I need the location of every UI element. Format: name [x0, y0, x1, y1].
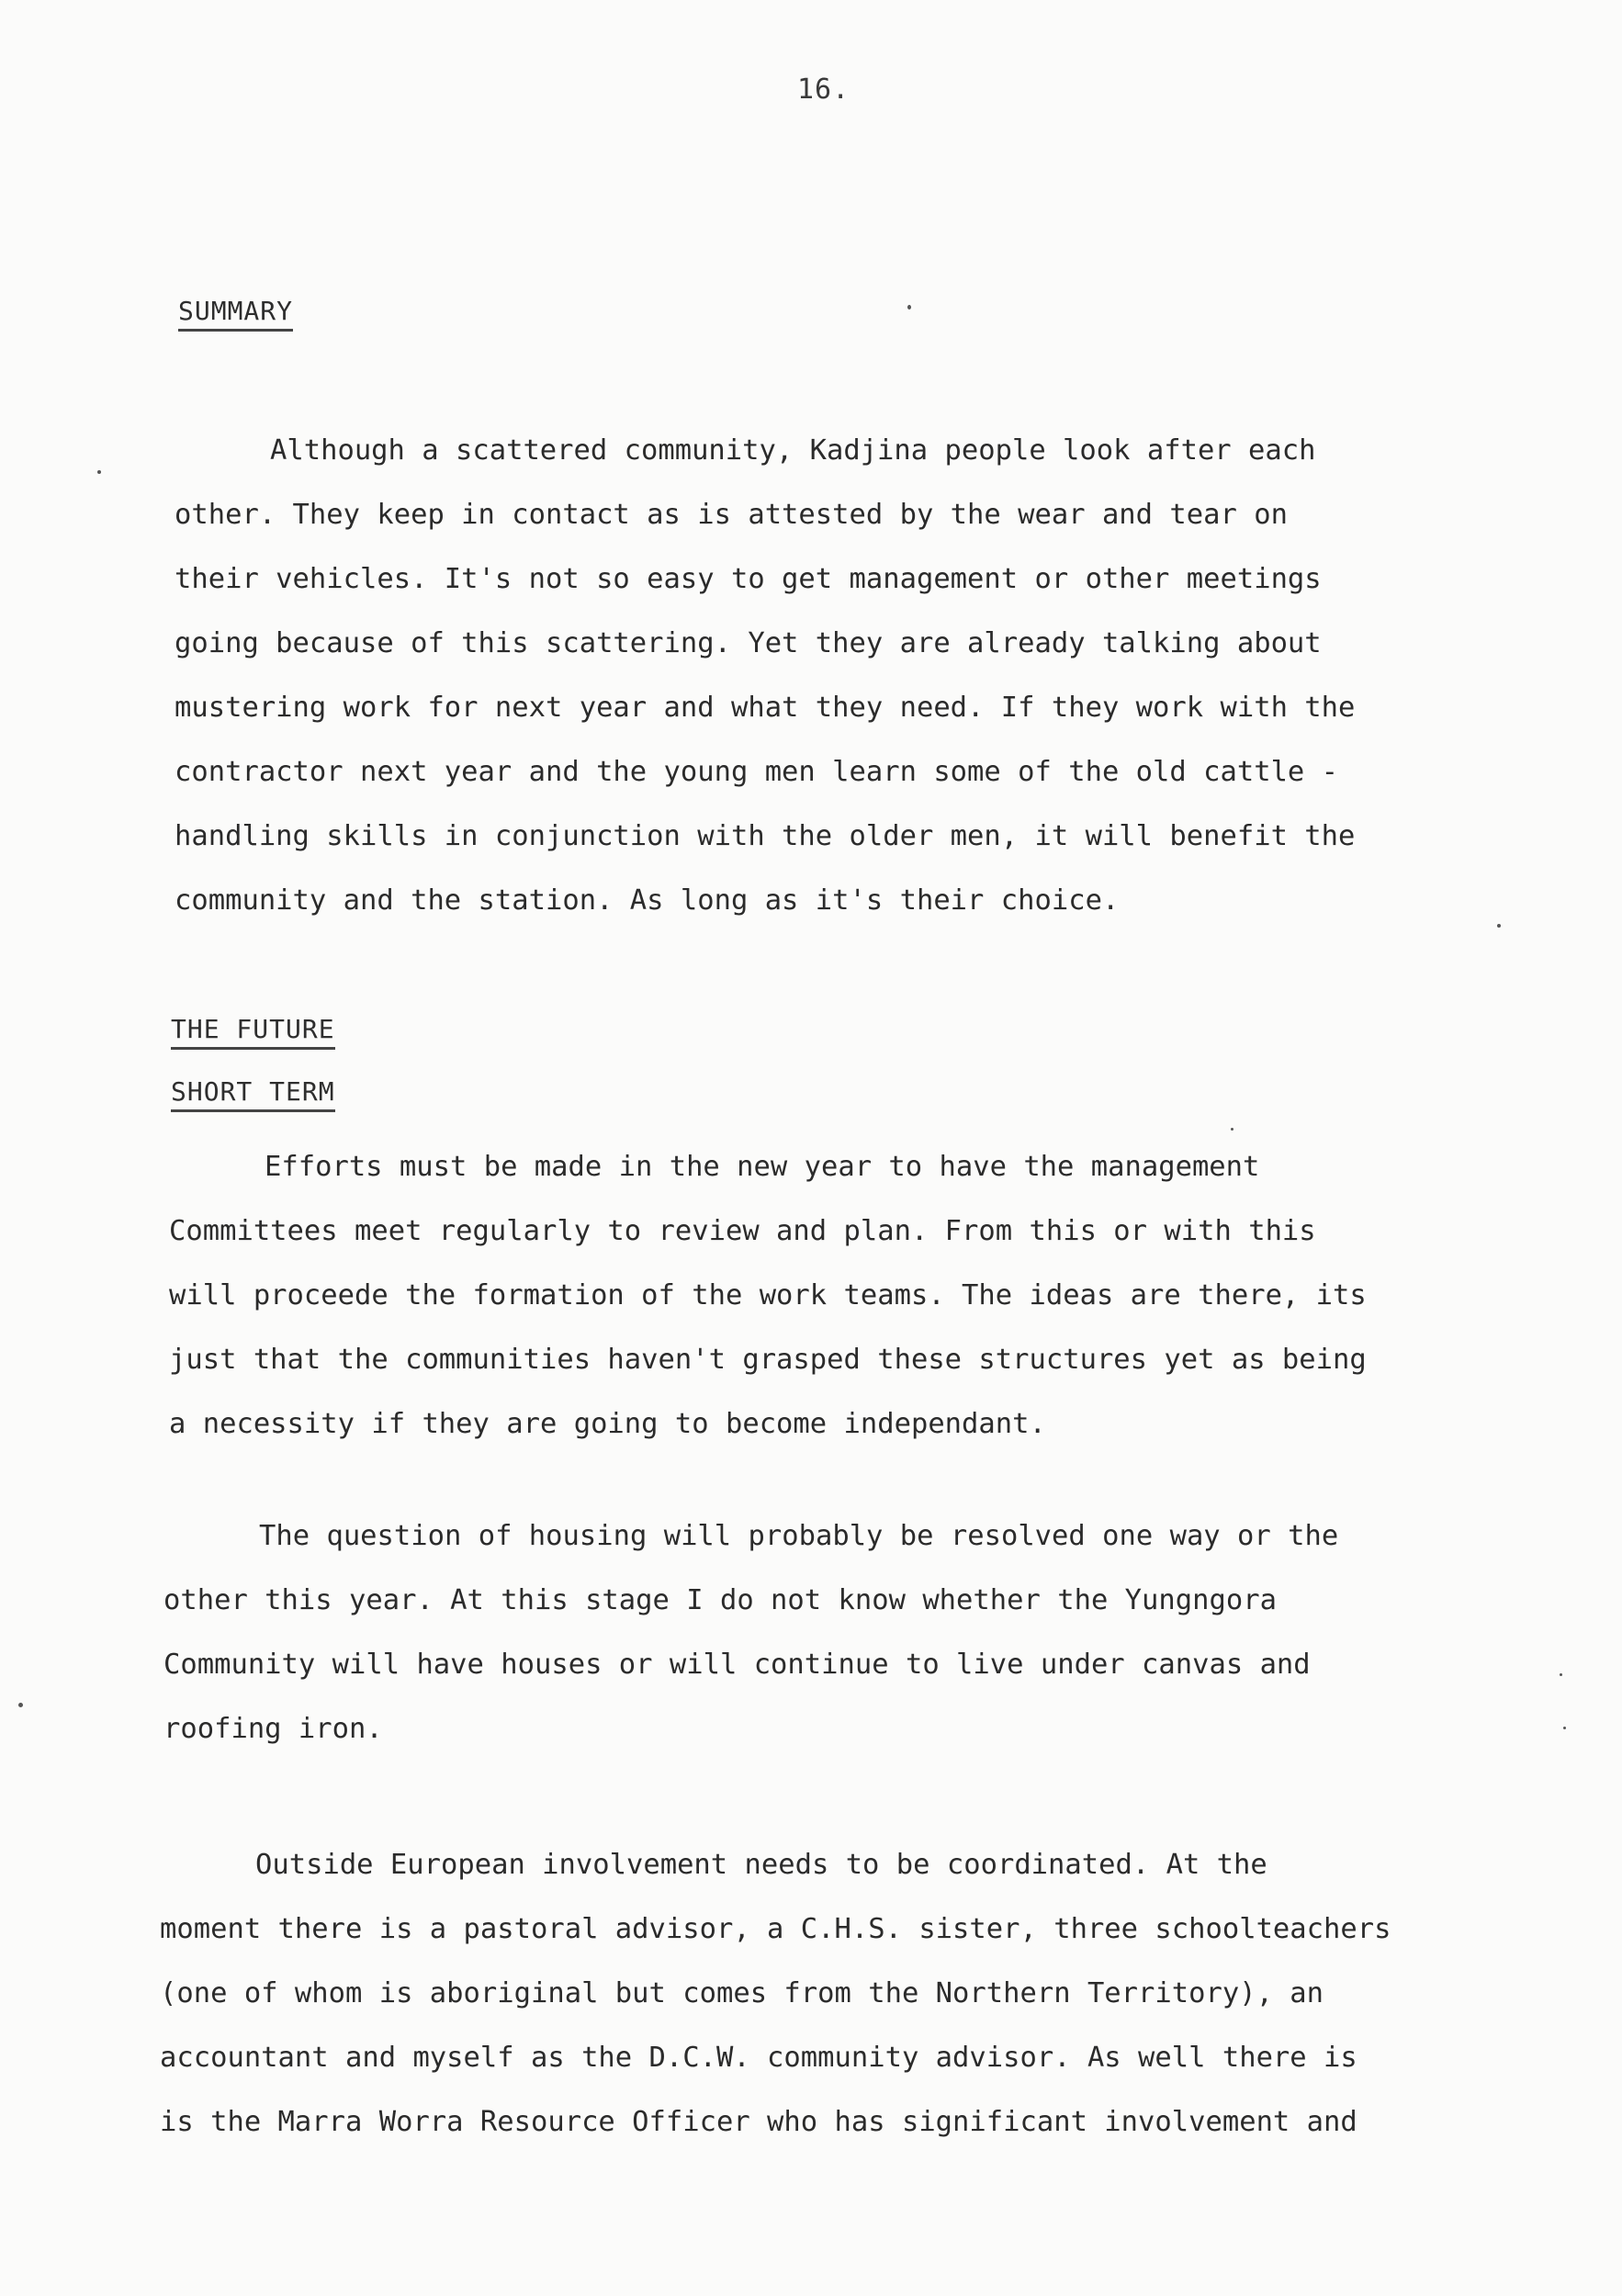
- summary-line: handling skills in conjunction with the older men, it will benefit the: [175, 820, 1356, 852]
- short-term-paragraph-1: [169, 1135, 1565, 1457]
- short-term-line: Committees meet regularly to review and plan. From this or with this: [169, 1215, 1316, 1247]
- involvement-line: accountant and myself as the D.C.W. community advisor. As well there is: [160, 2042, 1357, 2074]
- short-term-line: a necessity if they are going to become independant.: [169, 1408, 1046, 1440]
- involvement-line: is the Marra Worra Resource Officer who has significant involvement and: [160, 2106, 1357, 2138]
- summary-line: mustering work for next year and what they need. If they work with the: [175, 692, 1356, 724]
- summary-line: going because of this scattering. Yet they are already talking about: [175, 627, 1322, 659]
- housing-line: roofing iron.: [163, 1713, 383, 1745]
- page-number: 16.: [797, 73, 850, 106]
- housing-line: The question of housing will probably be resolved one way or the: [259, 1520, 1339, 1552]
- summary-line: Although a scattered community, Kadjina people look after each: [270, 434, 1316, 467]
- ink-speck: [1231, 1128, 1233, 1131]
- future-heading: THE FUTURE: [171, 1014, 335, 1050]
- short-term-line: just that the communities haven't grasped these structures yet as being: [169, 1344, 1367, 1376]
- involvement-paragraph: [160, 1833, 1556, 2155]
- housing-paragraph: [163, 1504, 1560, 1761]
- ink-speck: [1560, 1673, 1562, 1676]
- housing-line: Community will have houses or will continue to live under canvas and: [163, 1649, 1311, 1681]
- ink-speck: [907, 305, 911, 310]
- summary-paragraph: [175, 419, 1571, 933]
- summary-heading: SUMMARY: [178, 296, 293, 332]
- short-term-heading: SHORT TERM: [171, 1076, 335, 1112]
- ink-speck: [18, 1703, 23, 1707]
- involvement-line: Outside European involvement needs to be coordinated. At the: [255, 1849, 1267, 1881]
- short-term-line: will proceede the formation of the work teams. The ideas are there, its: [169, 1279, 1367, 1311]
- short-term-line: Efforts must be made in the new year to have the management: [265, 1151, 1260, 1183]
- summary-line: community and the station. As long as it's their choice.: [175, 884, 1120, 917]
- involvement-line: moment there is a pastoral advisor, a C.H.S. sister, three schoolteachers: [160, 1913, 1391, 1945]
- involvement-line: (one of whom is aboriginal but comes from the Northern Territory), an: [160, 1977, 1324, 2009]
- ink-speck: [97, 470, 101, 474]
- summary-line: other. They keep in contact as is attested by the wear and tear on: [175, 499, 1288, 531]
- housing-line: other this year. At this stage I do not know whether the Yungngora: [163, 1584, 1277, 1616]
- ink-speck: [1497, 924, 1501, 928]
- ink-speck: [1563, 1727, 1566, 1729]
- summary-line: their vehicles. It's not so easy to get management or other meetings: [175, 563, 1322, 595]
- summary-line: contractor next year and the young men learn some of the old cattle -: [175, 756, 1339, 788]
